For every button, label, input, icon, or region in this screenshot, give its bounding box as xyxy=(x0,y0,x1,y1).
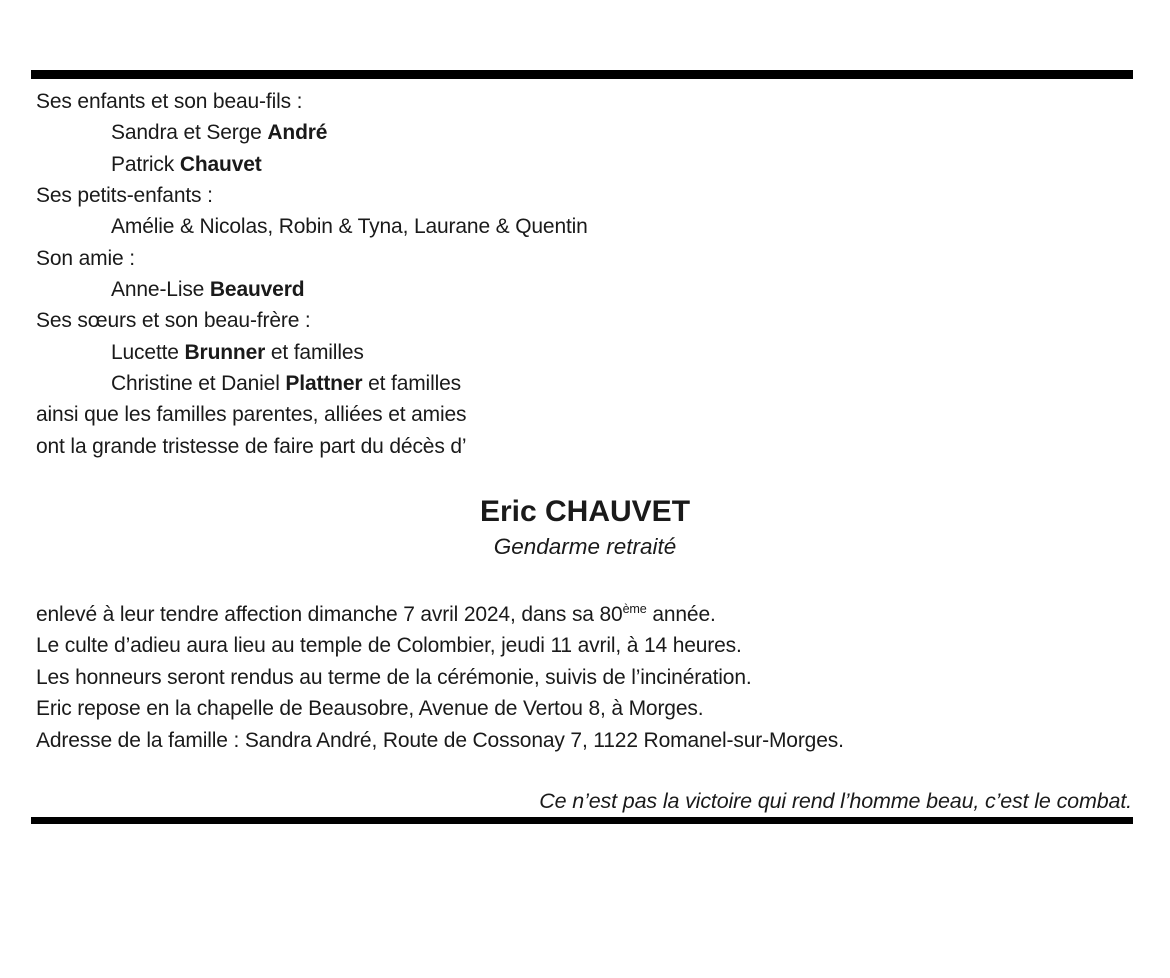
text-segment: Beauverd xyxy=(209,278,305,302)
closing-quote: Ce n’est pas la victoire qui rend l’homme beau, c’est le combat. xyxy=(539,788,1132,813)
family-line xyxy=(36,337,1170,368)
detail-line xyxy=(36,594,1170,630)
text-segment: André xyxy=(267,121,328,145)
text-segment: Brunner xyxy=(184,340,266,364)
family-line xyxy=(36,399,1170,430)
text-segment: enlevé à leur tendre affection dimanche 7 avril 2024, dans sa 80 xyxy=(36,603,623,627)
family-line xyxy=(36,180,1170,211)
text-segment: Ses enfants et son beau-fils : xyxy=(36,90,303,113)
obituary-notice xyxy=(0,70,1170,978)
text-segment: ainsi que les familles parentes, alliées et amies xyxy=(36,403,467,427)
text-segment: Anne-Lise xyxy=(111,278,210,302)
family-line xyxy=(36,86,1170,117)
text-segment: et familles xyxy=(362,372,461,396)
family-line xyxy=(36,368,1170,399)
deceased-title: Gendarme retraité xyxy=(493,534,677,560)
text-segment: Eric repose en la chapelle de Beausobre, Avenue de Vertou 8, à Morges. xyxy=(36,697,704,721)
top-rule xyxy=(31,70,1133,79)
text-segment: Amélie & Nicolas, Robin & Tyna, Laurane & Quentin xyxy=(111,215,588,239)
family-list xyxy=(36,86,1170,462)
detail-line xyxy=(36,725,1170,756)
text-segment: Sandra et Serge xyxy=(111,121,268,145)
funeral-details xyxy=(36,594,1170,756)
text-segment: et familles xyxy=(265,340,364,364)
text-segment: Son amie : xyxy=(36,246,135,270)
family-line xyxy=(36,243,1170,274)
text-segment: ont la grande tristesse de faire part du décès d’ xyxy=(36,434,467,458)
family-line xyxy=(36,149,1170,180)
family-line xyxy=(36,431,1170,462)
text-segment: Adresse de la famille : Sandra André, Route de Cossonay 7, 1122 Romanel-sur-Morges. xyxy=(36,728,844,752)
text-segment: Ses petits-enfants : xyxy=(36,184,213,208)
text-segment: Chauvet xyxy=(179,152,262,176)
text-segment: Le culte d’adieu aura lieu au temple de Colombier, jeudi 11 avril, à 14 heures. xyxy=(36,634,742,658)
detail-line xyxy=(36,693,1170,724)
text-segment: Patrick xyxy=(111,152,180,176)
family-line xyxy=(36,274,1170,305)
text-segment: Christine et Daniel xyxy=(111,372,286,396)
bottom-rule xyxy=(31,817,1133,824)
text-segment: Lucette xyxy=(111,340,185,364)
detail-line xyxy=(36,662,1170,693)
family-line xyxy=(36,117,1170,148)
text-segment: année. xyxy=(646,603,716,627)
text-segment: ème xyxy=(622,602,647,617)
family-line xyxy=(36,211,1170,242)
text-segment: Les honneurs seront rendus au terme de la cérémonie, suivis de l’incinération. xyxy=(36,665,752,689)
text-segment: Ses sœurs et son beau-frère : xyxy=(36,309,311,333)
text-segment: Plattner xyxy=(285,372,363,396)
deceased-block xyxy=(0,494,1170,562)
family-line xyxy=(36,305,1170,336)
detail-line xyxy=(36,630,1170,661)
deceased-name: Eric CHAUVET xyxy=(479,495,691,529)
